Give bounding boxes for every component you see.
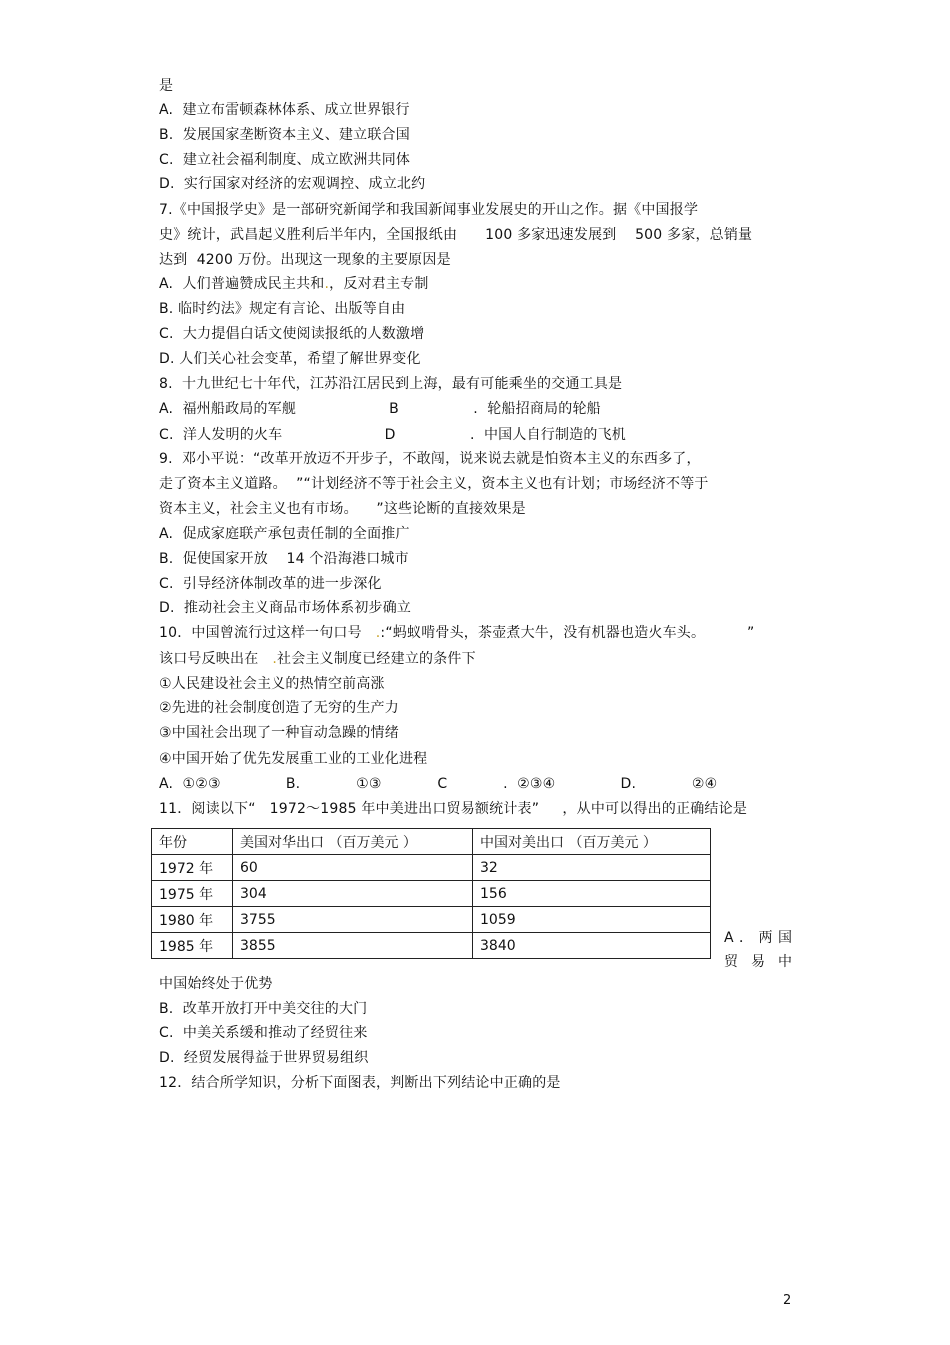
faint-mark: . [324,276,330,292]
table-cell: 1975 年 [152,881,233,907]
table-cell: 1059 [473,907,711,933]
option-d: D. 推动社会主义商品市场体系初步确立 [159,600,412,616]
question-8-stem: 8. 十九世纪七十年代，江苏沿江居民到上海，最有可能乘坐的交通工具是 [159,376,623,392]
option-b: B. 改革开放打开中美交往的大门 [159,1001,368,1017]
table-cell: 3855 [233,933,473,959]
question-10-options: A. ①②③ B. ①③ C . ②③④ D. ②④ [159,776,718,792]
question-10-stem [159,650,476,668]
stem-text: :“蚂蚁啃骨头，茶壶煮大牛，没有机器也造火车头。 ” [380,625,755,641]
option-c: C. 引导经济体制改革的进一步深化 [159,576,382,592]
trade-statistics-table [151,828,711,959]
header-cell: 美国对华出口 （百万美元 ） [233,829,473,855]
table-cell: 1985 年 [152,933,233,959]
statement-3: ③中国社会出现了一种盲动急躁的情绪 [159,725,399,741]
option-a-side-note [724,926,792,974]
table-cell: 1980 年 [152,907,233,933]
option-b: B. 促使国家开放 14 个沿海港口城市 [159,551,409,567]
option-a-continuation: 中国始终处于优势 [159,976,273,992]
table-cell: 32 [473,855,711,881]
option-b: B. 发展国家垄断资本主义、建立联合国 [159,127,410,143]
question-7-stem: 达到 4200 万份。出现这一现象的主要原因是 [159,252,451,268]
table-cell: 3755 [233,907,473,933]
option-a: A. 建立布雷顿森林体系、成立世界银行 [159,102,410,118]
option-c: C. 大力提倡白话文使阅读报纸的人数激增 [159,326,425,342]
option-d: D. 实行国家对经济的宏观调控、成立北约 [159,176,426,192]
question-7-stem: 7.《中国报学史》是一部研究新闻学和我国新闻事业发展史的开山之作。据《中国报学 [159,202,699,218]
option-b: B. 临时约法》规定有言论、出版等自由 [159,301,406,317]
options-c-d: C. 洋人发明的火车 D . 中国人自行制造的飞机 [159,427,626,443]
statement-1: ①人民建设社会主义的热情空前高涨 [159,676,385,692]
page-number: 2 [783,1293,792,1308]
header-cell: 中国对美出口 （百万美元 ） [473,829,711,855]
stem-text: 社会主义制度已经建立的条件下 [277,651,476,667]
question-12-stem: 12．结合所学知识，分析下面图表，判断出下列结论中正确的是 [159,1075,561,1091]
stem-text: 该口号反映出在 [159,651,273,667]
question-11-stem: 11．阅读以下“ 1972～1985 年中美进出口贸易额统计表” ，从中可以得出的正确结论是 [159,801,748,817]
option-text: A. 人们普遍赞成民主共和 [159,276,325,292]
statement-2: ②先进的社会制度创造了无穷的生产力 [159,700,399,716]
table-row [152,907,711,933]
header-cell: 年份 [152,829,233,855]
text-line: 是 [159,78,174,94]
faint-mark: . [375,625,381,641]
stem-text: 10．中国曾流行过这样一句口号 [159,625,376,641]
question-9-stem: 走了资本主义道路。 ”“计划经济不等于社会主义，资本主义也有计划；市场经济不等于 [159,476,709,492]
question-10-stem [159,624,755,642]
option-c: C. 建立社会福利制度、成立欧洲共同体 [159,152,411,168]
table-row [152,933,711,959]
question-9-stem: 资本主义，社会主义也有市场。 ”这些论断的直接效果是 [159,501,526,517]
table-row [152,881,711,907]
side-note-line: 贸易中 [724,954,792,970]
table-cell: 1972 年 [152,855,233,881]
option-a: A. 促成家庭联产承包责任制的全面推广 [159,526,410,542]
table-cell: 304 [233,881,473,907]
question-9-stem: 9. 邓小平说：“改革开放迈不开步子，不敢闯，说来说去就是怕资本主义的东西多了， [159,451,701,467]
option-c: C. 中美关系缓和推动了经贸往来 [159,1025,368,1041]
faint-mark: . [272,651,278,667]
table-row [152,855,711,881]
side-note-line: A．两国 [724,930,792,946]
statement-4: ④中国开始了优先发展重工业的工业化进程 [159,751,428,767]
table-cell: 156 [473,881,711,907]
table-cell: 60 [233,855,473,881]
option-d: D. 经贸发展得益于世界贸易组织 [159,1050,369,1066]
question-7-stem: 史》统计，武昌起义胜利后半年内，全国报纸由 100 多家迅速发展到 500 多家，总销量 [159,227,753,243]
table-header-row [152,829,711,855]
option-text: ，反对君主专制 [329,276,429,292]
options-a-b: A. 福州船政局的军舰 B . 轮船招商局的轮船 [159,401,601,417]
option-d: D. 人们关心社会变革，希望了解世界变化 [159,351,421,367]
option-a [159,275,429,293]
table-cell: 3840 [473,933,711,959]
